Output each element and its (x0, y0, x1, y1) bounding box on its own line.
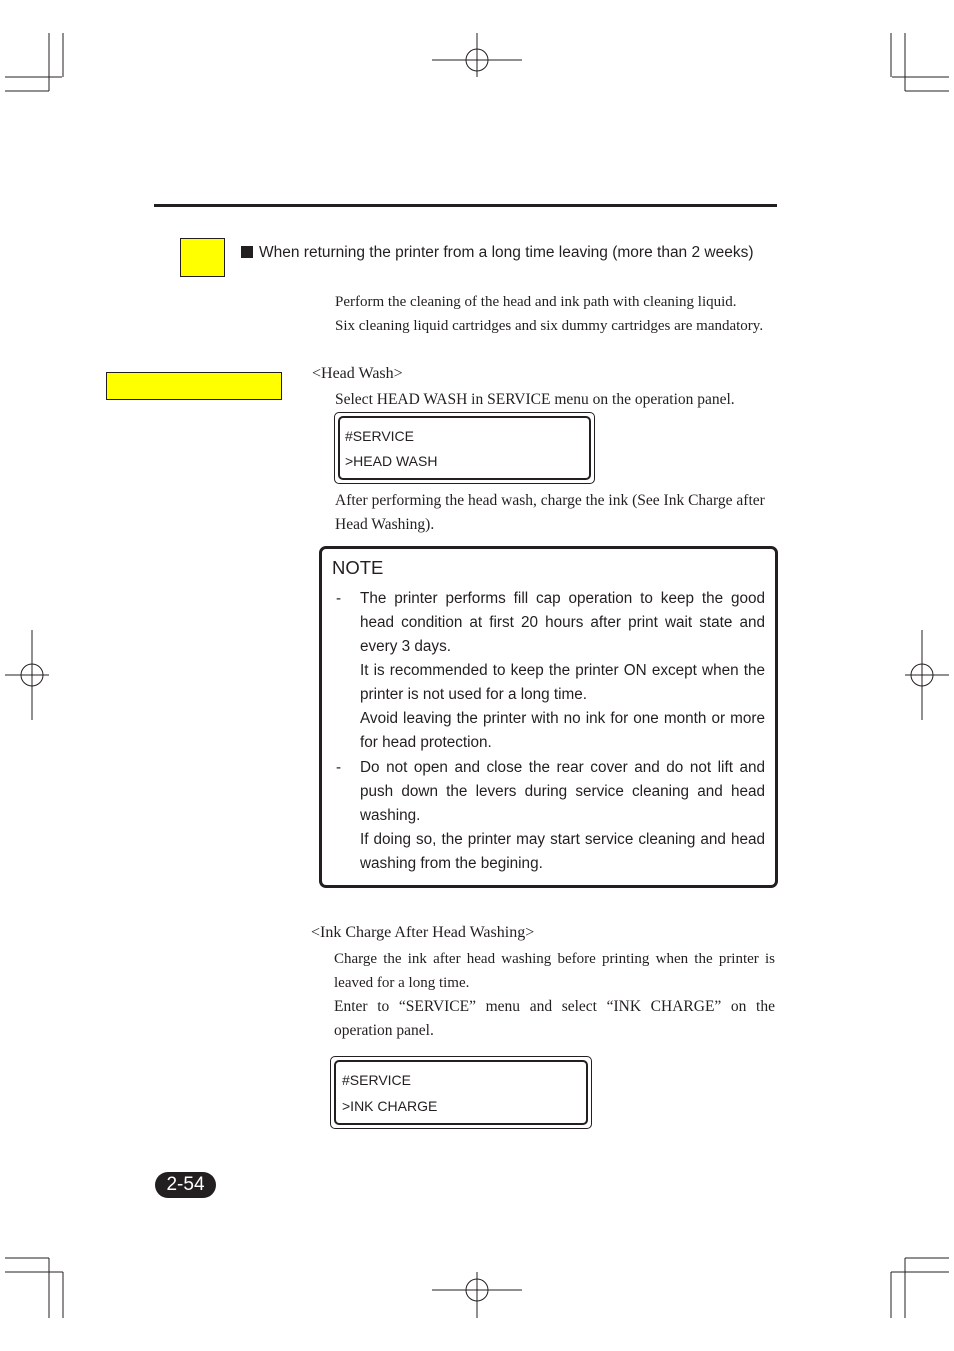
square-bullet-icon (241, 246, 253, 258)
note-title: NOTE (332, 557, 384, 578)
head-wash-title: <Head Wash> (312, 365, 403, 382)
registration-mark-icon (905, 630, 949, 720)
ink-charge-paragraph-2: Enter to “SERVICE” menu and select “INK CHARGE” on the operation panel. (334, 998, 775, 1039)
note-paragraph: It is recommended to keep the printer ON except when the printer is not used for a long time. (360, 662, 765, 703)
ink-charge-title: <Ink Charge After Head Washing> (311, 924, 535, 941)
note-paragraph: Do not open and close the rear cover and do not lift and push down the levers during service cleaning and head washing. (360, 759, 765, 824)
section-heading (241, 244, 754, 262)
head-wash-instruction: Select HEAD WASH in SERVICE menu on the operation panel. (335, 391, 735, 408)
note-paragraph: Avoid leaving the printer with no ink for one month or more for head protection. (360, 710, 765, 751)
registration-mark-icon (5, 630, 49, 720)
intro-line: Six cleaning liquid cartridges and six dummy cartridges are mandatory. (335, 318, 764, 334)
lcd-line-2: >INK CHARGE (342, 1098, 438, 1114)
page-number: 2-54 (155, 1172, 216, 1198)
ink-charge-paragraph-1: Charge the ink after head washing before printing when the printer is leaved for a long time. (334, 951, 775, 991)
lcd-line-1: #SERVICE (342, 1072, 411, 1088)
note-list (335, 587, 765, 876)
registration-mark-icon (432, 1272, 522, 1318)
note-item (335, 587, 765, 755)
header-rule (154, 204, 777, 207)
note-item (335, 756, 765, 876)
highlight-square (180, 238, 225, 277)
crop-mark-icon (5, 33, 63, 91)
lcd-display-head-wash (334, 412, 595, 484)
crop-mark-icon (891, 1258, 949, 1318)
crop-mark-icon (891, 33, 949, 91)
lcd-display-ink-charge (330, 1056, 592, 1129)
section-heading-text: When returning the printer from a long time leaving (more than 2 weeks) (259, 244, 754, 261)
note-paragraph: If doing so, the printer may start service cleaning and head washing from the begining. (360, 831, 765, 872)
intro-paragraph (335, 290, 777, 338)
note-paragraph: The printer performs fill cap operation to keep the good head condition at first 20 hours after print wait state and every 3 days. (360, 590, 765, 655)
intro-line: Perform the cleaning of the head and ink path with cleaning liquid. (335, 294, 737, 310)
note-dash: - (336, 590, 342, 607)
note-dash: - (336, 759, 342, 776)
lcd-line-1: #SERVICE (345, 428, 414, 444)
lcd-line-2: >HEAD WASH (345, 453, 438, 469)
crop-mark-icon (5, 1258, 63, 1318)
highlight-bar (106, 372, 282, 400)
lcd-screen (334, 1060, 588, 1125)
lcd-screen (338, 416, 591, 480)
registration-mark-icon (432, 33, 522, 77)
head-wash-after-text: After performing the head wash, charge the ink (See Ink Charge after Head Washing). (335, 492, 765, 533)
